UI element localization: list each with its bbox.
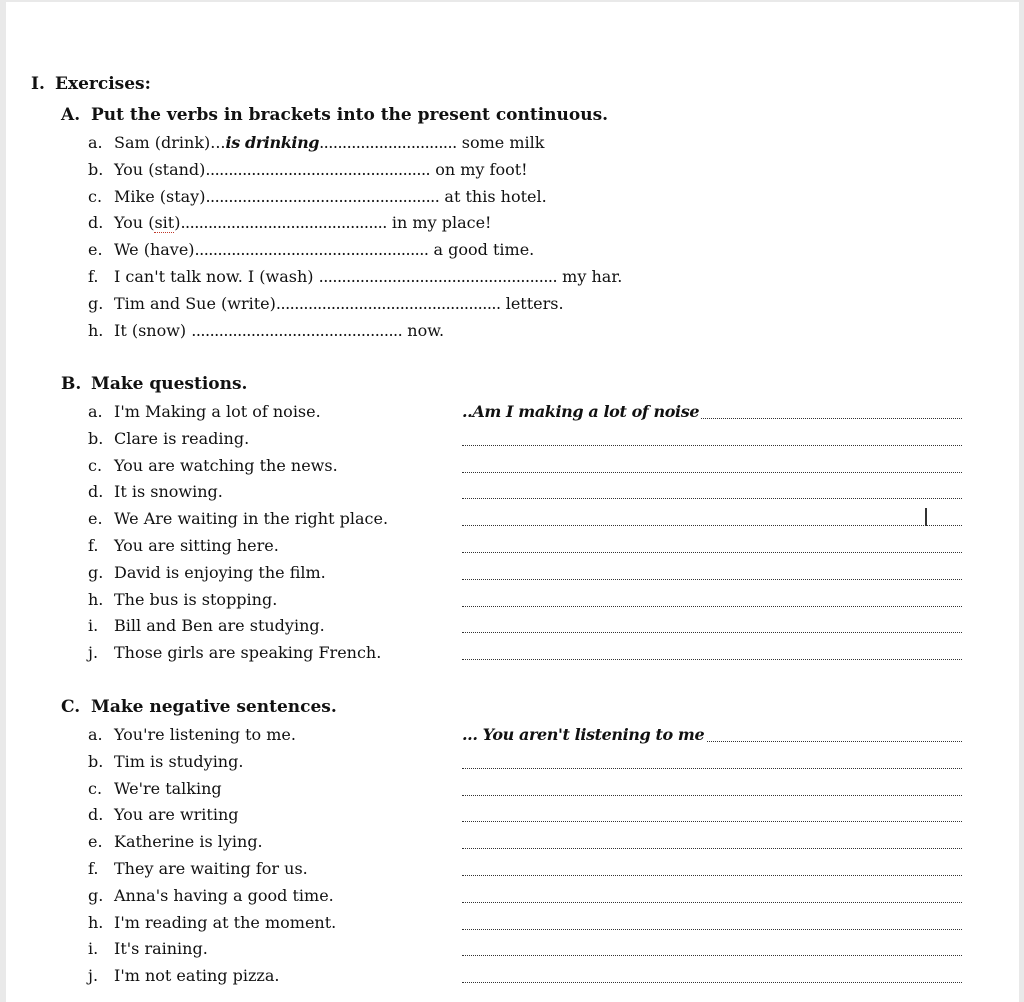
answer-dotted-line [462,659,962,660]
item-letter: e. [88,240,103,259]
answer-blank[interactable]: ................................................. [205,160,431,179]
main-heading [31,74,151,94]
item-letter: i. [88,616,99,635]
item-letter: c. [88,456,103,475]
item-letter: f. [88,536,99,555]
answer-dotted-line [462,821,962,822]
answer-field[interactable] [462,939,962,959]
item-letter: b. [88,429,104,448]
item-sentence: Those girls are speaking French. [114,643,382,662]
item-sentence: David is enjoying the film. [114,563,326,582]
answer-dotted-line [462,875,962,876]
answer-dotted-line [462,982,962,983]
answer-blank[interactable]: ................................................... [205,187,440,206]
exercise-item [88,913,336,933]
section-title-c [61,697,337,717]
item-sentence: I'm Making a lot of noise. [114,402,321,421]
answer-blank[interactable]: ............................................. [180,213,387,232]
item-ending: letters. [500,294,564,313]
section-title-b [61,374,247,394]
answer-dotted-line [462,579,962,580]
exercise-item [88,536,279,556]
answer-dotted-line [462,929,962,930]
answer-field[interactable] [462,966,962,986]
answer-dotted-line [462,632,962,633]
item-sentence: You are watching the news. [114,456,338,475]
item-sentence: Anna's having a good time. [114,886,334,905]
spellcheck-word: sit [154,213,175,232]
answer-dotted-line [462,902,962,903]
item-prompt: Sam (drink)... [114,133,226,152]
item-ending: on my foot! [430,160,528,179]
answer-field[interactable] [462,536,962,556]
answer-dotted-line [462,848,962,849]
exercise-item [88,752,243,772]
item-sentence: They are waiting for us. [114,859,308,878]
item-letter: g. [88,563,104,582]
exercise-item [88,859,308,879]
item-sentence: Clare is reading. [114,429,250,448]
section-number: C. [61,697,81,717]
exercise-item [88,509,388,529]
exercise-item [88,482,223,502]
answer-dotted-line [462,955,962,956]
item-sentence: You're listening to me. [114,725,296,744]
exercise-item [88,939,208,959]
item-prompt: Mike (stay) [114,187,206,206]
item-letter: b. [88,752,104,771]
item-sentence: Bill and Ben are studying. [114,616,325,635]
item-prompt: We (have) [114,240,195,259]
item-prompt: You ( [114,213,155,232]
item-letter: j. [88,966,99,985]
item-sentence: It is snowing. [114,482,223,501]
item-letter: g. [88,294,104,313]
exercise-item [88,563,326,583]
answer-field[interactable] [462,859,962,879]
item-letter: g. [88,886,104,905]
answer-field[interactable] [462,832,962,852]
answer-field[interactable] [462,482,962,502]
answer-field[interactable] [462,805,962,825]
exercise-item [88,456,338,476]
exercise-item [88,590,277,610]
exercise-item [88,429,249,449]
item-letter: f. [88,267,99,286]
exercise-item [88,616,325,636]
item-letter: c. [88,187,103,206]
item-sentence: It's raining. [114,939,208,958]
answer-dotted-line [462,472,962,473]
answer-field[interactable] [462,429,962,449]
exercise-item [88,779,222,799]
section-title-text: Make negative sentences. [91,697,337,717]
answer-blank[interactable]: .............................................. [191,321,403,340]
item-sentence: We Are waiting in the right place. [114,509,389,528]
answer-field[interactable] [462,616,962,636]
filled-answer[interactable]: ... You aren't listening to me [462,725,705,744]
item-letter: j. [88,643,99,662]
main-heading-text: Exercises: [55,74,151,94]
item-letter: f. [88,859,99,878]
exercise-item [88,160,528,180]
answer-blank[interactable]: ................................................... [194,240,429,259]
exercise-item [88,725,296,745]
item-prompt: You (stand) [114,160,206,179]
answer-dotted-line [462,768,962,769]
item-prompt: I can't talk now. I (wash) [114,267,319,286]
item-letter: a. [88,402,103,421]
answer-field[interactable] [462,886,962,906]
item-ending: in my place! [386,213,492,232]
exercise-item [88,966,279,986]
answer-field[interactable] [462,725,962,745]
item-letter: h. [88,913,104,932]
exercise-item [88,240,534,260]
item-sentence: I'm reading at the moment. [114,913,337,932]
answer-blank[interactable]: .............................. [319,133,457,152]
item-ending: some milk [456,133,545,152]
item-sentence: Katherine is lying. [114,832,263,851]
item-letter: i. [88,939,99,958]
item-letter: c. [88,779,103,798]
item-letter: d. [88,482,104,501]
exercise-item [88,321,444,341]
item-letter: h. [88,590,104,609]
answer-dotted-line [462,525,962,526]
item-sentence: You are writing [114,805,239,824]
item-ending: now. [402,321,445,340]
document-body[interactable] [6,2,1019,1002]
filled-answer[interactable]: is drinking [225,133,320,152]
exercise-item [88,187,547,207]
item-letter: a. [88,725,103,744]
main-heading-number: I. [31,74,45,94]
answer-dotted-line [462,606,962,607]
item-ending: at this hotel. [439,187,547,206]
answer-dotted-line [462,445,962,446]
item-prompt: It (snow) [114,321,192,340]
section-title-a [61,105,608,125]
answer-field[interactable] [462,779,962,799]
document-page[interactable] [6,2,1019,1002]
item-sentence: The bus is stopping. [114,590,278,609]
answer-field[interactable] [462,402,962,422]
item-letter: e. [88,832,103,851]
item-letter: d. [88,805,104,824]
item-ending: my har. [557,267,623,286]
answer-field[interactable] [462,509,962,529]
answer-field[interactable] [462,643,962,663]
item-letter: a. [88,133,103,152]
item-sentence: I'm not eating pizza. [114,966,280,985]
section-title-text: Make questions. [91,374,248,394]
item-letter: e. [88,509,103,528]
item-prompt: Tim and Sue (write) [114,294,276,313]
item-prompt-end: ) [174,213,181,232]
filled-answer[interactable]: ..Am I making a lot of noise [462,402,700,421]
exercise-item [88,805,239,825]
exercise-item [88,643,381,663]
exercise-item [88,133,544,153]
answer-field[interactable] [462,752,962,772]
item-sentence: You are sitting here. [114,536,279,555]
exercise-item [88,832,263,852]
item-letter: b. [88,160,104,179]
answer-field[interactable] [462,913,962,933]
text-cursor [925,508,927,526]
answer-blank[interactable]: .................................................... [318,267,558,286]
exercise-item [88,402,321,422]
item-letter: d. [88,213,104,232]
section-number: A. [61,105,81,125]
answer-dotted-line [462,552,962,553]
section-number: B. [61,374,82,394]
item-ending: a good time. [428,240,535,259]
answer-field[interactable] [462,456,962,476]
answer-dotted-line [462,795,962,796]
answer-blank[interactable]: ................................................. [275,294,501,313]
item-sentence: Tim is studying. [114,752,244,771]
answer-field[interactable] [462,563,962,583]
section-title-text: Put the verbs in brackets into the present continuous. [91,105,609,125]
item-letter: h. [88,321,104,340]
exercise-item [88,294,564,314]
exercise-item [88,213,491,233]
answer-field[interactable] [462,590,962,610]
answer-dotted-line [462,498,962,499]
item-sentence: We're talking [114,779,222,798]
exercise-item [88,886,334,906]
exercise-item [88,267,622,287]
